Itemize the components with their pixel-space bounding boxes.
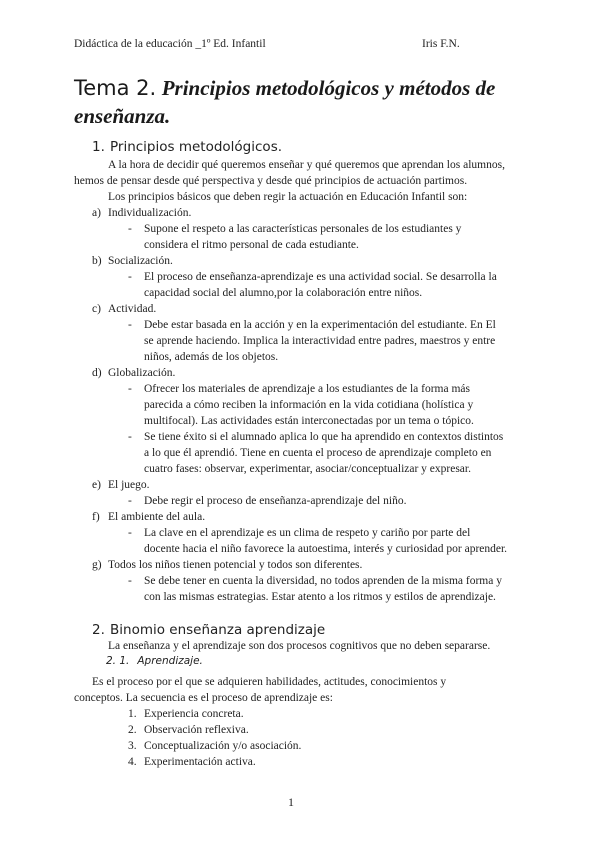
bullet-line: multifocal). Las actividades están interconectadas por un tema o tópico. — [144, 415, 474, 427]
item-label: Actividad. — [108, 303, 157, 315]
header-course: Didáctica de la educación _1º Ed. Infantil — [74, 38, 266, 50]
step-number: 2. — [128, 724, 137, 736]
item-label: Todos los niños tienen potencial y todos son diferentes. — [108, 559, 363, 571]
intro-line: hemos de pensar desde qué perspectiva y desde qué principios de actuación partimos. — [74, 175, 468, 187]
section-1-heading — [92, 139, 282, 155]
bullet-line: docente hacia el niño favorece la autoestima, interés y curiosidad por aprender. — [144, 543, 508, 555]
step-text: Conceptualización y/o asociación. — [144, 740, 302, 752]
step-text: Experimentación activa. — [144, 756, 256, 768]
section-2-intro: La enseñanza y el aprendizaje son dos procesos cognitivos que no deben separarse. — [108, 640, 491, 652]
bullet-line: niños, además de los objetos. — [144, 351, 279, 363]
subsection-title: Aprendizaje. — [137, 655, 203, 667]
bullet-line: capacidad social del alumno,por la colaboración entre niños. — [144, 287, 423, 299]
page-number: 1 — [288, 795, 294, 809]
bullet-line: a lo que él aprendió. Tiene en cuenta el proceso de aprendizaje completo en — [144, 447, 492, 459]
bullet-dash: - — [128, 495, 132, 507]
paragraph-line: conceptos. La secuencia es el proceso de aprendizaje es: — [74, 692, 333, 704]
bullet-dash: - — [128, 527, 132, 539]
section-2-heading — [92, 622, 325, 638]
item-marker: a) — [92, 207, 101, 219]
bullet-line: se aprende haciendo. Implica la interactividad entre padres, maestros y entre — [144, 335, 496, 347]
bullet-dash: - — [128, 271, 132, 283]
item-marker: e) — [92, 479, 101, 491]
bullet-dash: - — [128, 575, 132, 587]
paragraph-line: Es el proceso por el que se adquieren habilidades, actitudes, conocimientos y — [92, 676, 447, 688]
bullet-line: Debe regir el proceso de enseñanza-aprendizaje del niño. — [144, 495, 407, 507]
subsection-number: 2. 1. — [106, 655, 130, 667]
item-marker: d) — [92, 367, 102, 379]
bullet-dash: - — [128, 319, 132, 331]
subsection-heading — [106, 655, 203, 667]
bullet-line: El proceso de enseñanza-aprendizaje es una actividad social. Se desarrolla la — [144, 271, 497, 283]
section-1-number: 1. — [92, 139, 105, 155]
item-marker: b) — [92, 255, 102, 267]
title-emphasis-2: enseñanza. — [74, 104, 171, 128]
bullet-line: con las mismas estrategias. Estar atento a los ritmos y estilos de aprendizaje. — [144, 591, 496, 603]
item-label: Globalización. — [108, 367, 176, 379]
bullet-line: parecida a cómo reciben la información en la vida cotidiana (holística y — [144, 399, 474, 411]
bullet-dash: - — [128, 383, 132, 395]
item-marker: c) — [92, 303, 101, 315]
item-label: Socialización. — [108, 255, 173, 267]
bullet-line: Se tiene éxito si el alumnado aplica lo que ha aprendido en contextos distintos — [144, 431, 504, 443]
page-title — [74, 74, 544, 130]
item-label: Individualización. — [108, 207, 192, 219]
title-prefix: Tema 2. — [74, 76, 157, 100]
item-label: El ambiente del aula. — [108, 511, 206, 523]
section-2-title: Binomio enseñanza aprendizaje — [110, 622, 326, 638]
item-marker: f) — [92, 511, 100, 523]
step-number: 4. — [128, 756, 137, 768]
section-1-title: Principios metodológicos. — [110, 139, 283, 155]
bullet-line: Ofrecer los materiales de aprendizaje a los estudiantes de la forma más — [144, 383, 471, 395]
item-label: El juego. — [108, 479, 150, 491]
header-author: Iris F.N. — [422, 38, 460, 50]
step-number: 1. — [128, 708, 137, 720]
item-marker: g) — [92, 559, 102, 571]
bullet-line: cuatro fases: observar, experimentar, asociar/conceptualizar y expresar. — [144, 463, 471, 475]
bullet-line: considera el ritmo personal de cada estudiante. — [144, 239, 359, 251]
bullet-line: Supone el respeto a las características personales de los estudiantes y — [144, 223, 462, 235]
bullet-line: La clave en el aprendizaje es un clima de respeto y cariño por parte del — [144, 527, 471, 539]
step-text: Observación reflexiva. — [144, 724, 249, 736]
intro-line: A la hora de decidir qué queremos enseñar y qué queremos que aprendan los alumnos, — [108, 159, 505, 171]
intro-line: Los principios básicos que deben regir la actuación en Educación Infantil son: — [108, 191, 468, 203]
bullet-dash: - — [128, 431, 132, 443]
step-number: 3. — [128, 740, 137, 752]
bullet-line: Debe estar basada en la acción y en la experimentación del estudiante. En El — [144, 319, 496, 331]
title-emphasis-1: Principios metodológicos y métodos de — [161, 76, 496, 100]
bullet-line: Se debe tener en cuenta la diversidad, no todos aprenden de la misma forma y — [144, 575, 502, 587]
bullet-dash: - — [128, 223, 132, 235]
section-2-number: 2. — [92, 622, 105, 638]
step-text: Experiencia concreta. — [144, 708, 244, 720]
